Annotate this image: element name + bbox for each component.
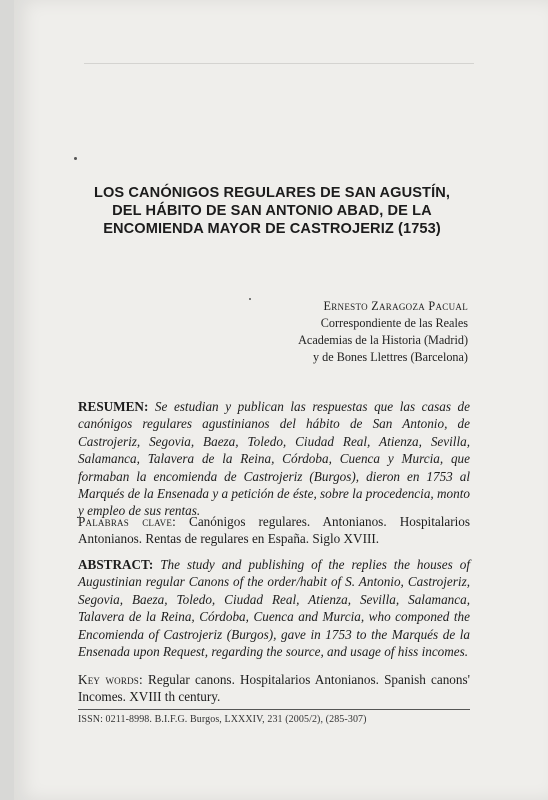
abstract-paragraph <box>78 556 470 660</box>
author-affiliation-line: Correspondiente de las Reales <box>320 316 468 330</box>
author-block <box>208 298 468 366</box>
key-words-paragraph <box>78 671 470 706</box>
author-name: Ernesto Zaragoza Pacual <box>323 299 468 313</box>
footer-rule <box>78 709 470 710</box>
palabras-clave-paragraph <box>78 513 470 548</box>
article-title: LOS CANÓNIGOS REGULARES DE SAN AGUSTÍN, DEL HÁBITO DE SAN ANTONIO ABAD, DE LA ENCOMIENDA MAYOR DE CASTROJERIZ (1753) <box>93 185 451 237</box>
resumen-paragraph <box>78 398 470 520</box>
citation-line: ISSN: 0211-8998. B.I.F.G. Burgos, LXXXIV, 231 (2005/2), (285-307) <box>78 714 367 725</box>
key-words-text: Regular canons. Hospitalarios Antonianos. Spanish canons' Incomes. XVIII th century. <box>78 672 470 705</box>
show-through-header-rule <box>84 63 474 72</box>
palabras-clave-heading: Palabras clave: <box>78 514 176 529</box>
print-speck <box>74 157 77 160</box>
resumen-text: Se estudian y publican las respuestas que las casas de canónigos regulares agustinianos del hábito de San Antonio, de Castrojeriz, Segovia, Baeza, Toledo, Ciudad Real, Atienza, Sevilla, Salamanca, Talavera de la Reina, Córdoba, Cuenca y Murcia, que formaban la encomienda de Castrojeriz (Burgos), dieron en 1753 al Marqués de la Ensenada y a petición de éste, sobre la procedencia, monto y empleo de sus rentas. <box>78 399 470 519</box>
key-words-heading: Key words: <box>78 672 143 687</box>
paper-page <box>14 0 548 800</box>
abstract-text: The study and publishing of the replies the houses of Augustinian regular Canons of the order/habit of S. Antonio, Castrojeriz, Segovia, Baeza, Toledo, Ciudad Real, Atienza, Sevilla, Salamanca, Talavera de la Reina, Córdoba, Cuenca and Murcia, who componed the Encomienda of Castrojeriz (Burgos), gave in 1753 to the Marqués de la Ensenada upon Request, regarding the source, and usage of hiss incomes. <box>78 557 471 660</box>
author-affiliation-line: y de Bones Llettres (Barcelona) <box>313 350 468 364</box>
resumen-heading: RESUMEN: <box>78 399 149 414</box>
abstract-heading: ABSTRACT: <box>78 557 154 572</box>
author-affiliation-line: Academias de la Historia (Madrid) <box>298 333 468 347</box>
palabras-clave-text: Canónigos regulares. Antonianos. Hospitalarios Antonianos. Rentas de regulares en España. Siglo XVIII. <box>78 514 471 547</box>
